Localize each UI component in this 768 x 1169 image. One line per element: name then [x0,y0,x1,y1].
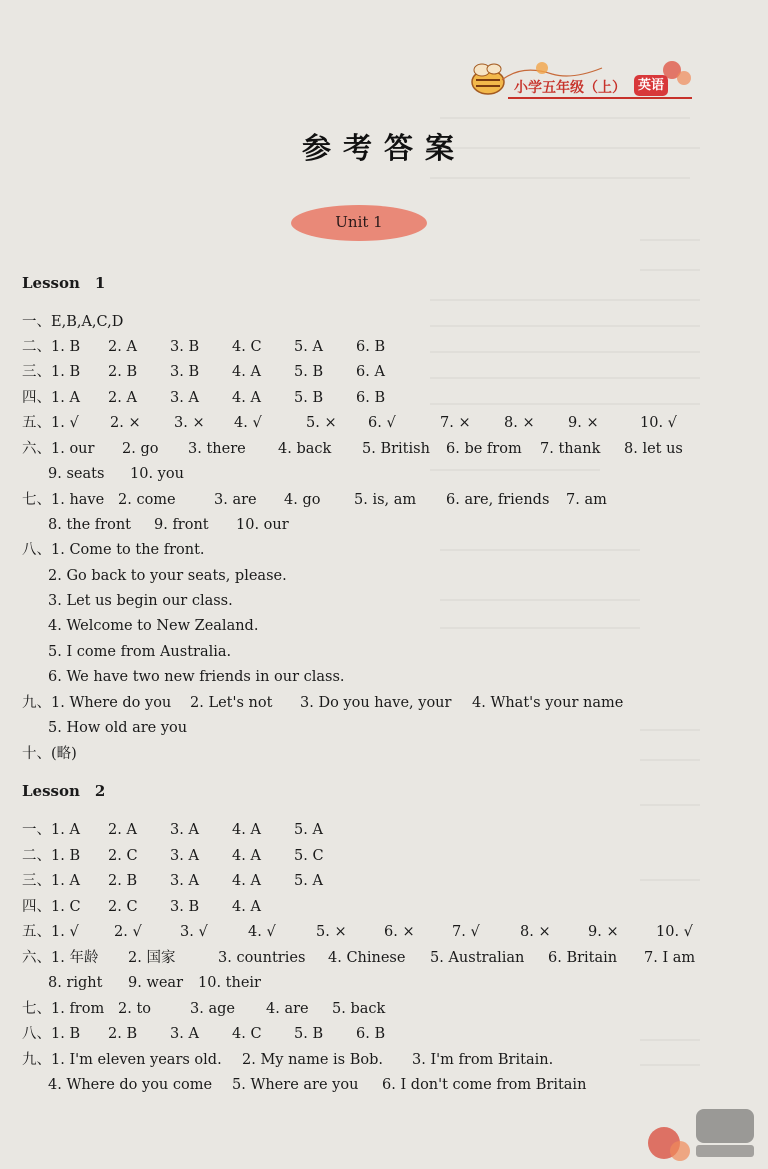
answer-item: 5. B [294,390,324,406]
answer-item: 10. √ [656,924,693,940]
answer-item: 6. Britain [548,950,618,966]
answer-item: 5. A [294,873,323,889]
answer-item: 3. A [170,822,199,838]
answer-item: 3. √ [180,924,208,940]
answer-item: 2. A [108,339,137,355]
answer-item: 6. √ [368,415,396,431]
answer-item: 2. A [108,390,137,406]
answer-item: 6. B [356,1026,386,1042]
answer-item: 6. be from [446,441,522,457]
answer-item: 2. 国家 [128,950,176,966]
answer-item: 4. Where do you come [48,1077,213,1093]
answer-item: 六、1. our [22,441,95,457]
answer-item: 4. C [232,339,262,355]
answer-item: 5. × [306,415,337,431]
answer-item: 4. Chinese [328,950,406,966]
answer-item: 7. thank [540,441,601,457]
answer-item: 4. √ [234,415,262,431]
answer-item: 7. × [440,415,471,431]
page-title: 参考答案 [301,131,466,165]
answer-item: 3. A [170,848,199,864]
lesson1-q8-line5: 5. I come from Australia. [48,644,232,660]
answer-item: 3. I'm from Britain. [412,1052,554,1068]
answer-item: 3. there [188,441,246,457]
answer-item: 五、1. √ [22,415,79,431]
answer-item: 8. the front [48,517,131,533]
answer-item: 4. A [232,364,261,380]
answer-item: 一、1. A [22,822,80,838]
answer-item: 10. our [236,517,289,533]
answer-item: 4. A [232,390,261,406]
answer-item: 10. their [198,975,261,991]
answer-item: 5. is, am [354,492,417,508]
answer-item: 6. A [356,364,385,380]
answer-item: 三、1. A [22,873,80,889]
corner-watermark-icon [640,1101,760,1161]
answer-item: 9. × [588,924,619,940]
lesson1-q8-line2: 2. Go back to your seats, please. [48,568,287,584]
answer-item: 二、1. B [22,339,81,355]
answer-item: 4. A [232,899,261,915]
answer-item: 3. age [190,1001,235,1017]
answer-item: 五、1. √ [22,924,79,940]
answer-item: 5. × [316,924,347,940]
answer-item: 9. wear [128,975,184,991]
subject-badge: 英语 [634,75,668,96]
answer-item: 9. × [568,415,599,431]
answer-item: 3. A [170,873,199,889]
answer-item: 7. am [566,492,607,508]
answer-item: 2. to [118,1001,152,1017]
answer-item: 2. B [108,873,138,889]
header-banner [462,58,702,100]
lesson1-q8-line3: 3. Let us begin our class. [48,593,233,609]
answer-item: 2. Let's not [190,695,273,711]
grade-label: 小学五年级（上） [514,80,626,96]
answer-item: 5. British [362,441,430,457]
answer-item: 4. A [232,822,261,838]
answer-item: 5. B [294,1026,324,1042]
answer-item: 10. you [130,466,184,482]
answer-item: 5. Where are you [232,1077,359,1093]
answer-item: 6. are, friends [446,492,550,508]
answer-item: 5. back [332,1001,386,1017]
answer-item: 四、1. C [22,899,81,915]
answer-item: 4. √ [248,924,276,940]
answer-item: 2. B [108,364,138,380]
answer-item: 3. B [170,899,200,915]
lesson1-q8-line1: 八、1. Come to the front. [22,542,205,558]
answer-item: 2. go [122,441,159,457]
lesson1-q8-line4: 4. Welcome to New Zealand. [48,618,259,634]
lesson1-q8-line6: 6. We have two new friends in our class. [48,669,345,685]
answer-item: 3. A [170,390,199,406]
answer-item: 9. seats [48,466,105,482]
answer-item: 5. C [294,848,324,864]
answer-item: 六、1. 年龄 [22,950,99,966]
unit-label: Unit 1 [335,213,383,231]
answer-item: 3. A [170,1026,199,1042]
answer-item: 3. B [170,364,200,380]
answer-item: 2. C [108,848,138,864]
answer-item: 2. My name is Bob. [242,1052,383,1068]
unit-badge [291,205,427,241]
answer-item: 6. B [356,390,386,406]
answer-item: 4. What's your name [472,695,624,711]
answer-item: 4. A [232,873,261,889]
answer-item: 6. I don't come from Britain [382,1077,587,1093]
answer-item: 9. front [154,517,209,533]
answer-item: 四、1. A [22,390,80,406]
answer-item: 2. × [110,415,141,431]
answer-item: 10. √ [640,415,677,431]
q1-answer: E,B,A,C,D [51,314,124,330]
answer-item: 2. come [118,492,176,508]
answer-item: 3. countries [218,950,306,966]
answer-item: 8. let us [624,441,683,457]
answer-item: 5. A [294,339,323,355]
lesson2-title: Lesson 2 [22,782,106,800]
answer-item: 七、1. from [22,1001,105,1017]
answer-item: 九、1. Where do you [22,695,172,711]
answer-item: 6. × [384,924,415,940]
lesson1-title: Lesson 1 [22,274,106,292]
answer-item: 2. A [108,822,137,838]
answer-item: 2. B [108,1026,138,1042]
answer-item: 二、1. B [22,848,81,864]
answer-item: 4. C [232,1026,262,1042]
answer-item: 2. √ [114,924,142,940]
answer-item: 八、1. B [22,1026,81,1042]
answer-item: 6. B [356,339,386,355]
answer-item: 3. are [214,492,257,508]
answer-item: 5. B [294,364,324,380]
answer-item: 4. back [278,441,332,457]
answer-item: 2. C [108,899,138,915]
answer-item: 7. √ [452,924,480,940]
answer-item: 8. × [504,415,535,431]
answer-item: 4. are [266,1001,309,1017]
answer-item: 3. Do you have, your [300,695,452,711]
lesson1-q1 [22,313,123,331]
answer-item: 4. go [284,492,321,508]
answer-item: 4. A [232,848,261,864]
q1-number: 一、 [22,314,51,330]
answer-item: 九、1. I'm eleven years old. [22,1052,222,1068]
answer-item: 七、1. have [22,492,105,508]
answer-item: 3. B [170,339,200,355]
answer-item: 8. × [520,924,551,940]
answer-item: 5. A [294,822,323,838]
answer-item: 3. × [174,415,205,431]
answer-item: 三、1. B [22,364,81,380]
lesson1-q9-row2: 5. How old are you [48,720,188,736]
lesson1-q10: 十、(略) [22,746,77,762]
answer-item: 8. right [48,975,103,991]
answer-item: 7. I am [644,950,696,966]
answer-item: 5. Australian [430,950,525,966]
